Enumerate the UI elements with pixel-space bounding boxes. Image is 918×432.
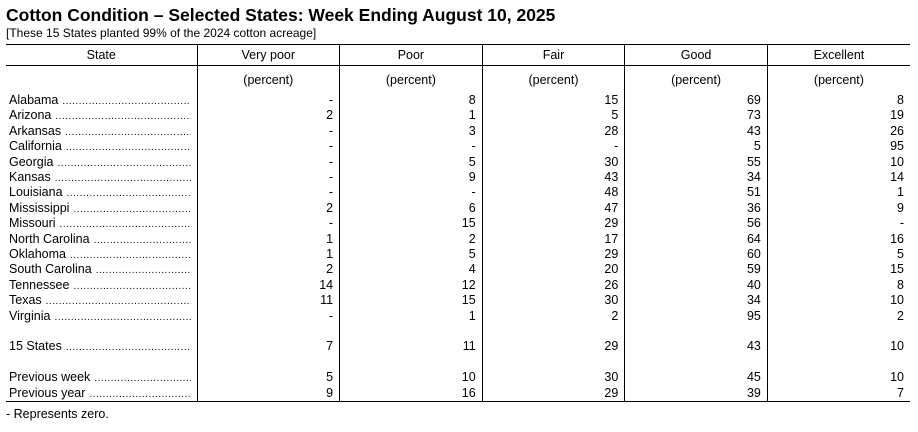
value-cell-poor: 2 [340,232,483,247]
spacer-row [6,324,910,339]
table-row [6,309,910,324]
state-name: South Carolina [9,262,92,277]
value-cell-excellent: 95 [767,139,910,154]
dot-leader [55,174,191,184]
table-row [6,247,910,262]
state-cell [6,278,197,293]
value-cell-good: 5 [625,139,768,154]
table-row [6,124,910,139]
state-cell [6,293,197,308]
dot-leader [46,297,191,307]
column-header-very-poor: Very poor [197,45,340,66]
table-row [6,139,910,154]
dot-leader [94,374,190,384]
state-name: Louisiana [9,185,63,200]
value-cell-good: 34 [625,293,768,308]
value-cell-poor: 11 [340,339,483,354]
value-cell-good: 64 [625,232,768,247]
state-name: Oklahoma [9,247,66,262]
value-cell-excellent: 15 [767,262,910,277]
value-cell-excellent: 16 [767,232,910,247]
table-body [6,93,910,402]
dot-leader [94,236,191,246]
value-cell-poor: 16 [340,386,483,402]
value-cell-fair: 26 [482,278,625,293]
table-row [6,232,910,247]
value-cell-very-poor: 2 [197,108,340,123]
state-cell [6,370,197,385]
value-cell-excellent: 1 [767,185,910,200]
value-cell-good: 45 [625,370,768,385]
value-cell-excellent: 2 [767,309,910,324]
spacer-cell [340,324,483,339]
spacer-row [6,355,910,370]
value-cell-fair: 28 [482,124,625,139]
spacer-cell [6,324,197,339]
dot-leader [62,97,190,107]
dot-leader [65,128,190,138]
value-cell-good: 51 [625,185,768,200]
spacer-cell [767,324,910,339]
value-cell-good: 40 [625,278,768,293]
value-cell-fair: 30 [482,293,625,308]
state-cell [6,93,197,108]
value-cell-excellent: 10 [767,155,910,170]
value-cell-very-poor: - [197,124,340,139]
state-name: Georgia [9,154,54,169]
dot-leader [54,313,190,323]
state-name: Arizona [9,108,52,123]
value-cell-very-poor: 7 [197,339,340,354]
value-cell-poor: 15 [340,216,483,231]
value-cell-excellent: 26 [767,124,910,139]
table-row [6,108,910,123]
state-cell [6,185,197,200]
value-cell-very-poor: 1 [197,247,340,262]
value-cell-excellent: 19 [767,108,910,123]
state-name: Mississippi [9,200,70,215]
condition-table [6,44,910,402]
table-row [6,155,910,170]
value-cell-poor: 8 [340,93,483,108]
table-row [6,201,910,216]
state-cell [6,124,197,139]
value-cell-fair: 47 [482,201,625,216]
unit-label: (percent) [340,66,483,94]
value-cell-excellent: 10 [767,293,910,308]
state-cell [6,247,197,262]
value-cell-poor: 1 [340,309,483,324]
value-cell-good: 60 [625,247,768,262]
value-cell-fair: 48 [482,185,625,200]
value-cell-very-poor: - [197,185,340,200]
state-cell [6,232,197,247]
table-row [6,185,910,200]
value-cell-fair: 15 [482,93,625,108]
value-cell-poor: 5 [340,155,483,170]
unit-label: (percent) [482,66,625,94]
value-cell-good: 69 [625,93,768,108]
value-cell-poor: 5 [340,247,483,262]
total-row [6,339,910,354]
value-cell-excellent: 9 [767,201,910,216]
table-row [6,262,910,277]
state-cell [6,339,197,354]
value-cell-fair: 5 [482,108,625,123]
comparison-row [6,370,910,385]
value-cell-very-poor: 11 [197,293,340,308]
dot-leader [60,220,191,230]
state-name: Previous week [9,370,91,385]
state-name: Kansas [9,170,51,185]
value-cell-very-poor: - [197,216,340,231]
dot-leader [57,159,190,169]
header-row [6,45,910,66]
value-cell-excellent: 5 [767,247,910,262]
value-cell-very-poor: 5 [197,370,340,385]
spacer-cell [482,324,625,339]
value-cell-fair: 29 [482,339,625,354]
state-cell [6,170,197,185]
value-cell-fair: 29 [482,386,625,402]
value-cell-poor: 6 [340,201,483,216]
unit-label: (percent) [767,66,910,94]
value-cell-very-poor: 9 [197,386,340,402]
value-cell-good: 34 [625,170,768,185]
column-header-excellent: Excellent [767,45,910,66]
value-cell-good: 36 [625,201,768,216]
value-cell-poor: - [340,185,483,200]
state-name: Previous year [9,385,86,400]
unit-label: (percent) [197,66,340,94]
spacer-cell [625,355,768,370]
dot-leader [67,189,191,199]
spacer-cell [6,355,197,370]
spacer-cell [197,324,340,339]
value-cell-fair: 2 [482,309,625,324]
table-row [6,293,910,308]
value-cell-good: 39 [625,386,768,402]
value-cell-very-poor: - [197,93,340,108]
state-cell [6,139,197,154]
column-header-fair: Fair [482,45,625,66]
dot-leader [73,205,190,215]
state-name: Tennessee [9,277,70,292]
dot-leader [89,390,190,400]
value-cell-excellent: 10 [767,370,910,385]
state-cell [6,216,197,231]
table-row [6,93,910,108]
dot-leader [70,251,191,261]
value-cell-good: 55 [625,155,768,170]
value-cell-very-poor: - [197,139,340,154]
unit-label: (percent) [625,66,768,94]
units-row [6,66,910,94]
value-cell-fair: 30 [482,155,625,170]
state-name: Virginia [9,308,51,323]
value-cell-very-poor: - [197,309,340,324]
column-header-state: State [6,45,197,66]
state-name: 15 States [9,339,62,354]
state-cell [6,108,197,123]
value-cell-poor: - [340,139,483,154]
value-cell-excellent: 8 [767,278,910,293]
value-cell-excellent: 10 [767,339,910,354]
value-cell-good: 43 [625,124,768,139]
value-cell-fair: 43 [482,170,625,185]
state-cell [6,386,197,402]
value-cell-fair: 20 [482,262,625,277]
state-name: Texas [9,293,42,308]
value-cell-very-poor: 14 [197,278,340,293]
value-cell-excellent: 8 [767,93,910,108]
value-cell-fair: 29 [482,216,625,231]
condition-table-wrapper [6,44,910,402]
spacer-cell [482,355,625,370]
value-cell-very-poor: - [197,155,340,170]
value-cell-good: 43 [625,339,768,354]
dot-leader [66,143,191,153]
value-cell-good: 56 [625,216,768,231]
state-name: North Carolina [9,231,90,246]
value-cell-poor: 3 [340,124,483,139]
value-cell-fair: 30 [482,370,625,385]
value-cell-very-poor: 2 [197,262,340,277]
spacer-cell [197,355,340,370]
value-cell-very-poor: 2 [197,201,340,216]
value-cell-very-poor: 1 [197,232,340,247]
column-header-poor: Poor [340,45,483,66]
value-cell-poor: 9 [340,170,483,185]
state-name: California [9,139,62,154]
dot-leader [55,112,190,122]
value-cell-fair: - [482,139,625,154]
value-cell-fair: 29 [482,247,625,262]
dot-leader [73,282,190,292]
value-cell-poor: 4 [340,262,483,277]
dot-leader [96,266,191,276]
value-cell-poor: 15 [340,293,483,308]
value-cell-fair: 17 [482,232,625,247]
report-subtitle: [These 15 States planted 99% of the 2024 cotton acreage] [6,26,317,40]
column-header-good: Good [625,45,768,66]
comparison-row [6,386,910,402]
spacer-cell [340,355,483,370]
value-cell-poor: 12 [340,278,483,293]
footnote: - Represents zero. [6,407,109,421]
state-cell [6,309,197,324]
value-cell-excellent: 14 [767,170,910,185]
table-row [6,216,910,231]
value-cell-very-poor: - [197,170,340,185]
state-cell [6,262,197,277]
state-name: Arkansas [9,123,62,138]
table-row [6,278,910,293]
value-cell-good: 59 [625,262,768,277]
spacer-cell [625,324,768,339]
value-cell-good: 95 [625,309,768,324]
state-cell [6,155,197,170]
state-name: Alabama [9,93,59,107]
state-name: Missouri [9,216,56,231]
value-cell-poor: 1 [340,108,483,123]
value-cell-poor: 10 [340,370,483,385]
spacer-cell [767,355,910,370]
state-cell [6,201,197,216]
value-cell-excellent: - [767,216,910,231]
table-row [6,170,910,185]
value-cell-good: 73 [625,108,768,123]
dot-leader [66,343,191,353]
unit-label [6,66,197,94]
report-title: Cotton Condition – Selected States: Week Ending August 10, 2025 [6,5,556,25]
value-cell-excellent: 7 [767,386,910,402]
